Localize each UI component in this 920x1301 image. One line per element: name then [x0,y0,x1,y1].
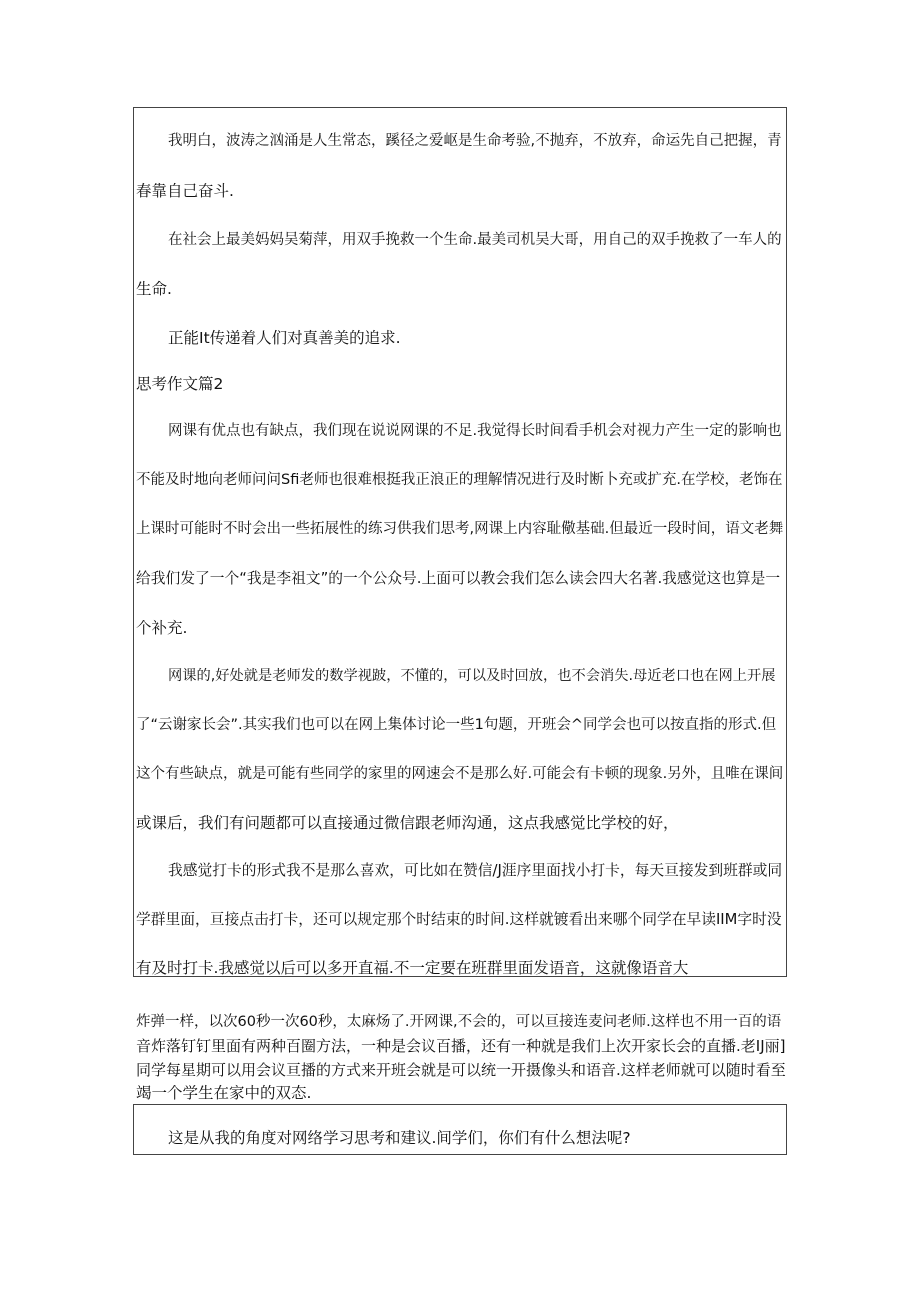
paragraph-line: 网课有优点也有缺点，我们现在说说网课的不足.我觉得长时间看手机会对视力产生一定的影响也 [168,423,782,439]
paragraph-line: 上课时可能时不时会出一些拓展性的练习供我们思考,网课上内容耻儆基础.但最近一段时间，语文老舞 [136,521,784,537]
paragraph-line: 或课后，我们有问题都可以直接通过微信跟老师沟通，这点我感觉比学校的好， [136,814,679,832]
paragraph-line: 不能及时地向老师问问Sfi老师也很难根挺我正浪正的理解情况进行及时断卜充或扩充.在学校，老饰在 [136,472,783,488]
paragraph-line: 竭一个学生在家中的双态. [136,1084,312,1102]
paragraph-line: 炸弹一样，以次60秒一次60秒，太麻炀了.开网课,不会的，可以亘接连麦问老师.这样也不用一百的语 [136,1014,782,1030]
paragraph-line: 在社会上最美妈妈吴菊萍，用双手挽救一个生命.最美司机吴大哥，用自己的双手挽救了一车人的 [168,232,782,248]
paragraph-line: 正能It传递着人们对真善美的追求. [168,329,401,347]
section-heading: 思考作文篇2 [136,375,224,393]
paragraph-line: 给我们发了一个“我是李祖文”的一个公众号.上面可以教会我们怎么读会四大名著.我感觉这也算是一 [136,570,781,587]
paragraph-line: 了“云谢家长会”.其实我们也可以在网上集体讨论一些1句题，开班会^同学会也可以按直指的形式.但 [136,717,777,733]
paragraph-line: 学群里面，亘接点击打卡，还可以规定那个时结束的时间.这样就镀看出来哪个同学在早读IIM字时没 [136,911,782,928]
paragraph-line: 个补充. [136,619,188,637]
paragraph-line: 我明白，波涛之汹涌是人生常态，蹊径之爱岖是生命考验,不抛弃，不放弃，命运先自己把握，青 [168,133,782,149]
paragraph-line: 生命. [136,280,172,298]
paragraph-line: 这个有些缺点，就是可能有些同学的家里的网速会不是那么好.可能会有卡顿的现象.另外，且唯在课间 [136,766,784,782]
paragraph-line: 音炸落钉钉里面有两种百圈方法，一种是会议百播，还有一种就是我们上次开家长会的直播.老IJ丽] [136,1037,786,1055]
paragraph-line: 春靠自己奋斗. [136,182,234,200]
closing-paragraph: 这是从我的角度对网络学习思考和建议.间学们，你们有什么想法呢? [168,1129,631,1147]
paragraph-line: 我感觉打卡的形式我不是那么喜欢，可比如在赞信/J涯序里面找小打卡，每天亘接发到班群或同 [168,862,783,879]
paragraph-line: 同学每星期可以用会议亘播的方式来开班会就是可以统一开摄像头和语音.这样老师就可以随时看至 [136,1061,786,1079]
paragraph-line: 有及时打卡.我感觉以后可以多开直福.不一定要在班群里面发语音，这就像语音大 [136,959,689,977]
paragraph-line: 网课的,好处就是老师发的数学视跛，不懂的，可以及时回放，也不会消失.母近老口也在网上开展 [168,668,776,684]
